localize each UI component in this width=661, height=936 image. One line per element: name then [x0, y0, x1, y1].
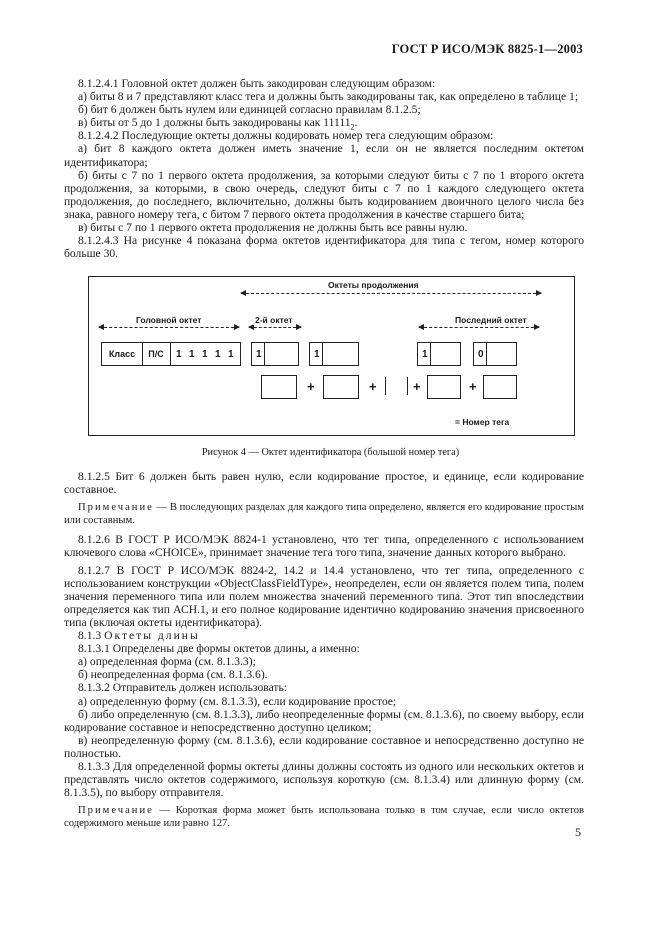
ellipsis-bar [385, 377, 386, 395]
plus-sign: + [369, 379, 377, 394]
subscript: 2 [350, 122, 355, 132]
second-octet-box [251, 342, 299, 366]
list-item: в) неопределенную форму (см. 8.1.3.6), если кодирование составное и непосредственно доступно не полностью. [64, 733, 584, 760]
section-title: Октеты длины [104, 629, 200, 643]
list-item: в) биты с 7 по 1 первого октета продолжения не должны быть все равны нулю. [78, 221, 468, 235]
paragraph: 8.1.2.4.3 На рисунке 4 показана форма октетов идентификатора для типа с тегом, номер которого больше 30. [64, 234, 584, 261]
list-item: б) биты с 7 по 1 первого октета продолжения, за которыми следуют биты с 7 по 1 второго октета продолжения, за которыми, в свою очередь, следуют биты с 7 по 1 каждого следующего октета продолжения, до последнего, включительно, должны быть кодированием двоичного целого числа без знака, равного номеру тега, с битом 7 первого октета продолжения в качестве старшего бита; [64, 168, 584, 221]
paragraph: 8.1.2.7 В ГОСТ Р ИСО/МЭК 8824-2, 14.2 и 14.4 установлено, что тег типа, определенного с использованием конструкции «ObjectClassFieldType», неопределен, если он является полем типа, полем значения переменного типа или полем множества значений переменного типа. Этот тип впоследствии определяется как тип АСН.1, и его полное кодирование идентично кодированию значения присвоенного типа (включая октеты идентификатора). [64, 563, 584, 629]
list-item: в) биты от 5 до 1 должны быть закодированы как $11111_2$. [78, 116, 358, 132]
bit-divider [486, 343, 487, 365]
note [64, 502, 584, 527]
section-number: 8.1.3 [78, 629, 102, 643]
bit-one: 1 [189, 348, 195, 360]
plus-sign: + [307, 379, 315, 394]
tag-part-box [261, 375, 297, 399]
paragraph: 8.1.2.4.2 Последующие октеты должны кодировать номер тега следующим образом: [78, 129, 494, 143]
figure-caption: Рисунок 4 — Октет идентификатора (большой номер тега) [201, 447, 460, 458]
paragraph: 8.1.2.6 В ГОСТ Р ИСО/МЭК 8824-1 установлено, что тег типа, определенного с использованием ключевого слова «CHOICE», принимает значение тега того типа, значение данных которого выбрано. [64, 533, 584, 560]
second-octet-label: 2-й октет [255, 315, 293, 325]
list-item-text: в) биты от 5 до 1 должны быть закодированы как 11111 [78, 116, 351, 130]
page-number: 5 [575, 825, 581, 839]
section-heading [64, 629, 584, 642]
bit-one: 1 [256, 348, 262, 360]
second-octet-arrow [249, 327, 301, 328]
class-cell: Класс [102, 343, 143, 365]
document-header: ГОСТ Р ИСО/МЭК 8825-1—2003 [391, 42, 583, 56]
note-label: Примечание [78, 502, 154, 514]
bit-one: 1 [228, 348, 234, 360]
note [64, 805, 584, 830]
pc-cell: П/С [142, 343, 171, 365]
figure-identifier-octets [88, 276, 575, 436]
third-octet-box [309, 342, 359, 366]
bit-one: 1 [215, 348, 221, 360]
note-label: Примечание [78, 805, 154, 817]
list-item: а) определенная форма (см. 8.1.3.3); [78, 655, 256, 669]
bit-one: 1 [202, 348, 208, 360]
last-octet-label: Последний октет [455, 315, 527, 325]
tag-part-box [427, 375, 461, 399]
bit-divider [264, 343, 265, 365]
leading-octet-arrow [99, 327, 239, 328]
list-item: а) определенную форму (см. 8.1.3.3), если кодирование простое; [78, 694, 397, 708]
bit-one: 1 [422, 348, 428, 360]
paragraph: 8.1.2.5 Бит 6 должен быть равен нулю, если кодирование простое, и единице, если кодирование составное. [64, 470, 584, 497]
paragraph: 8.1.2.4.1 Головной октет должен быть закодирован следующим образом: [78, 77, 436, 90]
continuation-arrow [241, 293, 541, 294]
tag-number-legend: = Номер тега [455, 417, 510, 427]
bit-zero: 0 [478, 348, 484, 360]
bit-one: 1 [314, 348, 320, 360]
bit-one: 1 [176, 348, 182, 360]
list-item: а) биты 8 и 7 представляют класс тега и должны быть закодированы так, как определено в таблице 1; [78, 90, 579, 104]
plus-sign: + [413, 379, 421, 394]
list-item: б) либо определенную (см. 8.1.3.3), либо неопределенные формы (см. 8.1.3.6), по своему выбору, если кодирование составное и непосредственно доступно целиком; [64, 707, 584, 734]
paragraph: 8.1.3.3 Для определенной формы октеты длины должны состоять из одного или нескольких октетов и представлять число октетов содержимого, используя короткую (см. 8.1.3.4) или длинную форму (см. 8.1.3.5), по выбору отправителя. [64, 759, 584, 800]
leading-octet-box [101, 342, 241, 366]
note-text: — Короткая форма может быть использована только в том случае, если число октетов содержимого меньше или равно 127. [64, 805, 584, 829]
body-text-bottom [64, 470, 584, 830]
list-item: б) бит 6 должен быть нулем или единицей согласно правилам 8.1.2.5; [78, 103, 421, 117]
continuation-label: Октеты продолжения [325, 280, 422, 290]
plus-sign: + [469, 379, 477, 394]
last-octet-arrow [419, 327, 539, 328]
bit-divider [322, 343, 323, 365]
tag-part-box [483, 375, 517, 399]
tag-part-box [323, 375, 359, 399]
penultimate-octet-box [417, 342, 461, 366]
body-text-top [64, 77, 584, 260]
paragraph: 8.1.3.1 Определены две формы октетов длины, а именно: [78, 642, 360, 656]
note-text: — В последующих разделах для каждого типа определено, является его кодирование простым или составным. [64, 502, 584, 526]
bit-divider [430, 343, 431, 365]
paragraph: 8.1.3.2 Отправитель должен использовать: [78, 681, 287, 695]
leading-octet-label: Головной октет [133, 315, 204, 325]
list-item: б) неопределенная форма (см. 8.1.3.6). [78, 668, 268, 682]
ellipsis-bar [407, 377, 408, 395]
list-item: а) бит 8 каждого октета должен иметь значение 1, если он не является последним октетом идентификатора; [64, 142, 584, 169]
last-octet-box [473, 342, 517, 366]
